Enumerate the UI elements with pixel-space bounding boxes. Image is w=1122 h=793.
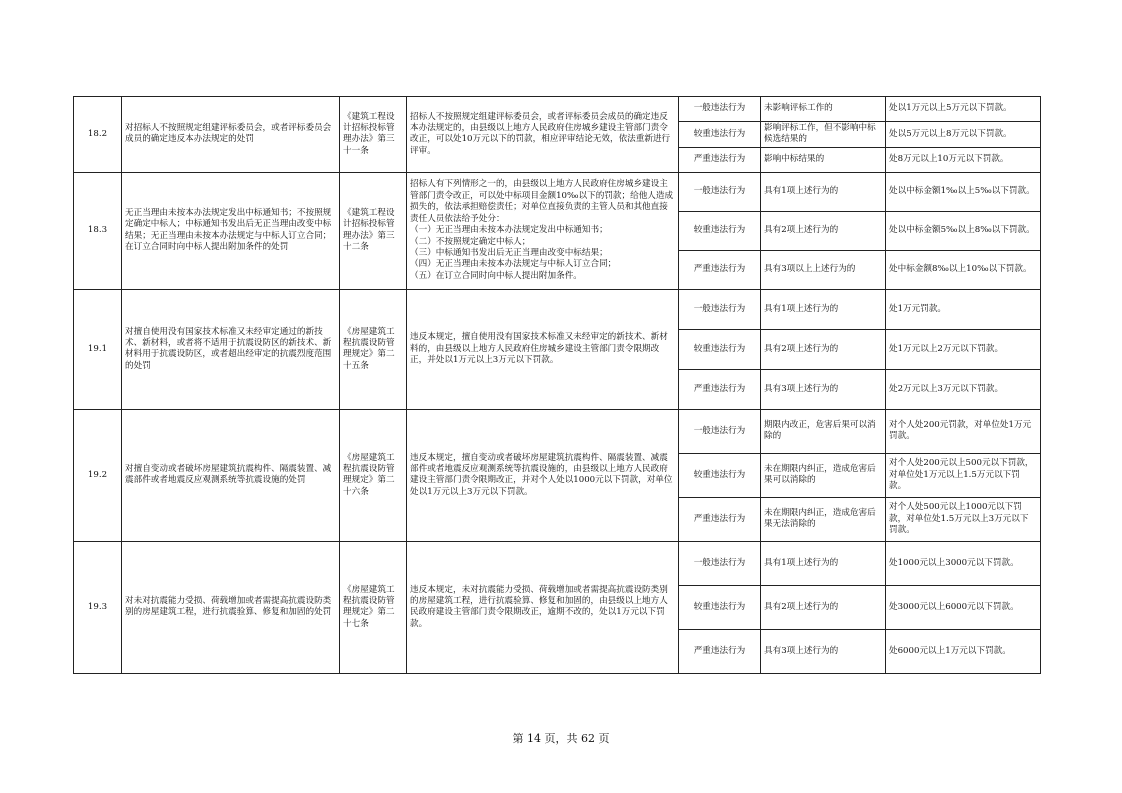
item-number: 19.3: [74, 541, 122, 673]
circumstance: 具有3项以上上述行为的: [761, 250, 886, 289]
penalty: 处以中标金额5‰以上8‰以下罚款。: [886, 211, 1041, 250]
violation-level: 一般违法行为: [679, 97, 761, 122]
penalty: 处1000元以上3000元以下罚款。: [886, 541, 1041, 585]
legal-basis: 《建筑工程设计招标投标管理办法》第三十一条: [340, 97, 407, 173]
circumstance: 具有3项上述行为的: [761, 629, 886, 673]
penalty: 处中标金额8‰以上10‰以下罚款。: [886, 250, 1041, 289]
circumstance: 未影响评标工作的: [761, 97, 886, 122]
penalty: 处以5万元以上8万元以下罚款。: [886, 122, 1041, 148]
table-row: [74, 172, 1041, 211]
violation-level: 严重违法行为: [679, 629, 761, 673]
item-number: 19.1: [74, 289, 122, 409]
circumstance: 未在期限内纠正，造成危害后果无法消除的: [761, 497, 886, 541]
violation-level: 一般违法行为: [679, 172, 761, 211]
violation-level: 严重违法行为: [679, 497, 761, 541]
violation-level: 一般违法行为: [679, 289, 761, 329]
violation-level: 一般违法行为: [679, 409, 761, 453]
circumstance: 具有3项上述行为的: [761, 369, 886, 409]
legal-basis: 《房屋建筑工程抗震设防管理规定》第二十五条: [340, 289, 407, 409]
penalty: 对个人处200元以上500元以下罚款，对单位处1万元以上1.5万元以下罚款。: [886, 453, 1041, 497]
table-row: [74, 541, 1041, 585]
legal-basis: 《建筑工程设计招标投标管理办法》第三十二条: [340, 172, 407, 289]
legal-provision: 违反本规定，擅自变动或者破坏房屋建筑抗震构件、隔震装置、减震部件或者地震反应观测系统等抗震设施的，由县级以上地方人民政府建设主管部门责令限期改正，并对个人处以1000元以下罚款，对单位处以1万元以上3万元以下罚款。: [407, 409, 679, 541]
violation-item: 对未对抗震能力受损、荷载增加或者需提高抗震设防类别的房屋建筑工程，进行抗震验算、修复和加固的处罚: [122, 541, 340, 673]
item-number: 18.3: [74, 172, 122, 289]
penalty: 处6000元以上1万元以下罚款。: [886, 629, 1041, 673]
penalty-table: [73, 96, 1041, 674]
penalty: 处1万元以上2万元以下罚款。: [886, 329, 1041, 369]
circumstance: 具有1项上述行为的: [761, 289, 886, 329]
table-row: [74, 97, 1041, 122]
circumstance: 影响评标工作，但不影响中标候选结果的: [761, 122, 886, 148]
penalty: 处3000元以上6000元以下罚款。: [886, 585, 1041, 629]
item-number: 18.2: [74, 97, 122, 173]
penalty: 处8万元以上10万元以下罚款。: [886, 147, 1041, 172]
violation-item: 对擅自变动或者破坏房屋建筑抗震构件、隔震装置、减震部件或者地震反应观测系统等抗震设施的处罚: [122, 409, 340, 541]
circumstance: 影响中标结果的: [761, 147, 886, 172]
violation-level: 较重违法行为: [679, 211, 761, 250]
violation-level: 较重违法行为: [679, 453, 761, 497]
circumstance: 具有2项上述行为的: [761, 211, 886, 250]
penalty: 处2万元以上3万元以下罚款。: [886, 369, 1041, 409]
violation-item: 对擅自使用没有国家技术标准又未经审定通过的新技术、新材料，或者将不适用于抗震设防区的新技术、新材料用于抗震设防区，或者超出经审定的抗震烈度范围的处罚: [122, 289, 340, 409]
violation-level: 一般违法行为: [679, 541, 761, 585]
violation-item: 无正当理由未按本办法规定发出中标通知书；不按照规定确定中标人；中标通知书发出后无正当理由改变中标结果；无正当理由未按本办法规定与中标人订立合同；在订立合同时向中标人提出附加条件的处罚: [122, 172, 340, 289]
violation-level: 较重违法行为: [679, 329, 761, 369]
legal-provision: 违反本规定，未对抗震能力受损、荷载增加或者需提高抗震设防类别的房屋建筑工程，进行抗震验算、修复和加固的，由县级以上地方人民政府建设主管部门责令限期改正，逾期不改的，处以1万元以下罚款。: [407, 541, 679, 673]
item-number: 19.2: [74, 409, 122, 541]
circumstance: 具有1项上述行为的: [761, 541, 886, 585]
page-number: 第 14 页，共 62 页: [512, 732, 610, 745]
violation-level: 严重违法行为: [679, 369, 761, 409]
legal-provision: 违反本规定，擅自使用没有国家技术标准又未经审定的新技术、新材料的，由县级以上地方人民政府住房城乡建设主管部门责令限期改正，并处以1万元以上3万元以下罚款。: [407, 289, 679, 409]
penalty: 处以中标金额1‰以上5‰以下罚款。: [886, 172, 1041, 211]
circumstance: 具有1项上述行为的: [761, 172, 886, 211]
violation-level: 严重违法行为: [679, 250, 761, 289]
circumstance: 具有2项上述行为的: [761, 585, 886, 629]
violation-level: 较重违法行为: [679, 585, 761, 629]
legal-provision: 招标人有下列情形之一的，由县级以上地方人民政府住房城乡建设主管部门责令改正，可以处中标项目金额10‰以下的罚款；给他人造成损失的，依法承担赔偿责任；对单位直接负责的主管人员和其他直接责任人员依法给予处分： （一）无正当理由未按本办法规定发出中标通知书； （二）不按照规定确定中标人； （三）中标通知书发出后无正当理由改变中标结果； （四）无正当理由未按本办法规定与中标人订立合同； （五）在订立合同时向中标人提出附加条件。: [407, 172, 679, 289]
violation-level: 严重违法行为: [679, 147, 761, 172]
penalty: 处以1万元以上5万元以下罚款。: [886, 97, 1041, 122]
table-row: [74, 289, 1041, 329]
table-row: [74, 409, 1041, 453]
legal-basis: 《房屋建筑工程抗震设防管理规定》第二十七条: [340, 541, 407, 673]
penalty: 对个人处200元罚款，对单位处1万元罚款。: [886, 409, 1041, 453]
violation-level: 较重违法行为: [679, 122, 761, 148]
penalty: 处1万元罚款。: [886, 289, 1041, 329]
penalty: 对个人处500元以上1000元以下罚款，对单位处1.5万元以上3万元以下罚款。: [886, 497, 1041, 541]
violation-item: 对招标人不按照规定组建评标委员会，或者评标委员会成员的确定违反本办法规定的处罚: [122, 97, 340, 173]
circumstance: 具有2项上述行为的: [761, 329, 886, 369]
legal-provision: 招标人不按照规定组建评标委员会，或者评标委员会成员的确定违反本办法规定的，由县级以上地方人民政府住房城乡建设主管部门责令改正，可以处10万元以下的罚款，相应评审结论无效，依法重新进行评审。: [407, 97, 679, 173]
circumstance: 期限内改正，危害后果可以消除的: [761, 409, 886, 453]
legal-basis: 《房屋建筑工程抗震设防管理规定》第二十六条: [340, 409, 407, 541]
circumstance: 未在期限内纠正，造成危害后果可以消除的: [761, 453, 886, 497]
